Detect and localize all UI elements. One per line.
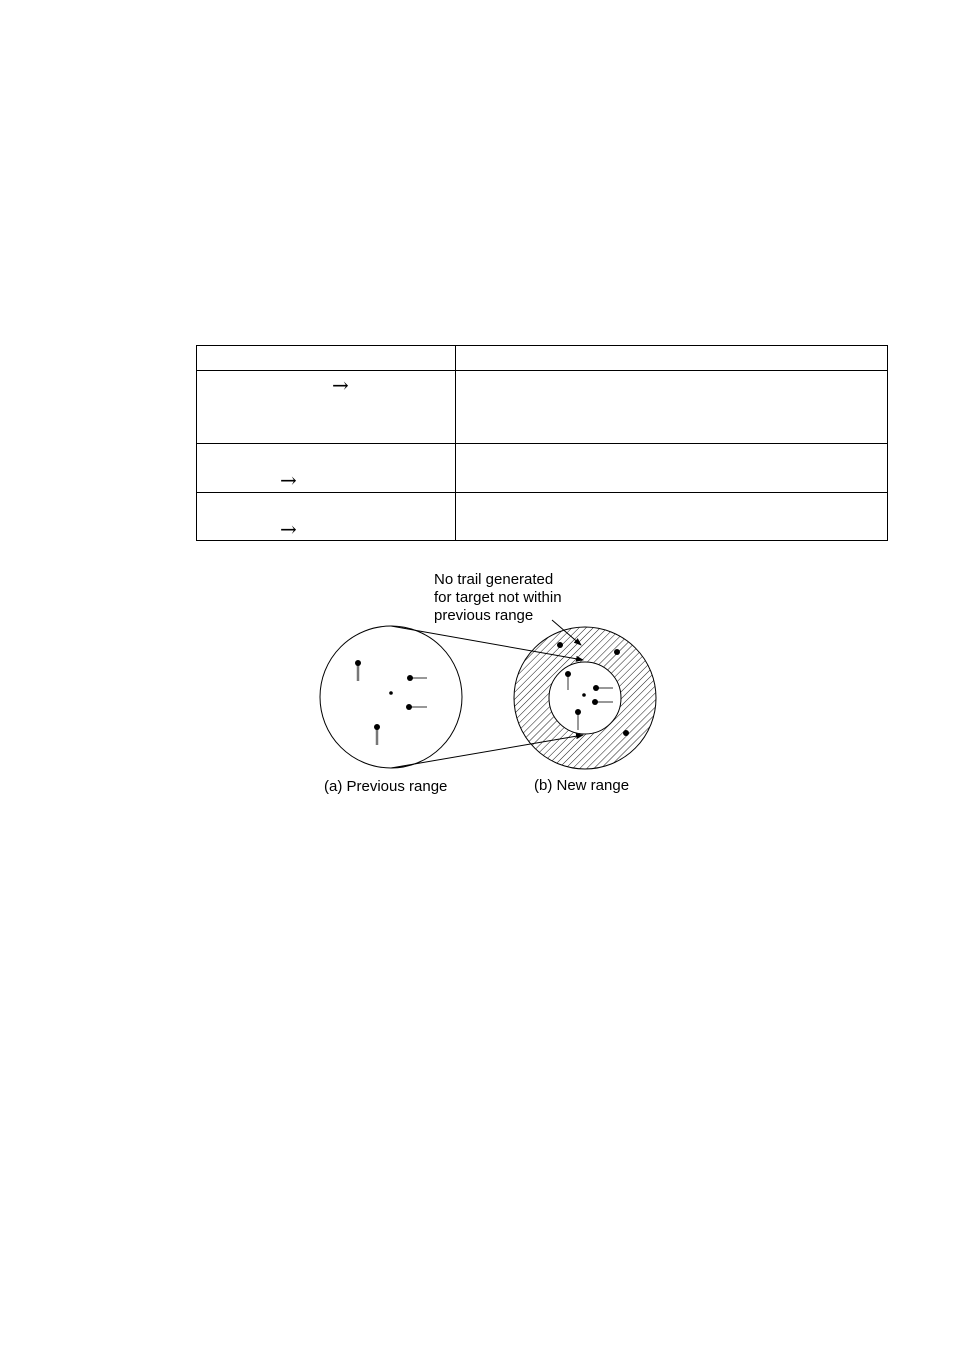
target-dot-no-trail	[557, 642, 563, 648]
table-row	[197, 371, 888, 444]
table-cell-left	[197, 371, 456, 444]
caption-previous-range: (a) Previous range	[324, 778, 448, 795]
target-dot-no-trail	[623, 730, 629, 736]
new-range-scope	[514, 627, 656, 769]
target-dot	[575, 709, 581, 715]
caption-new-range: (b) New range	[534, 777, 630, 794]
own-ship-center	[582, 693, 586, 697]
target-dot	[565, 671, 571, 677]
table-row	[197, 493, 888, 541]
target-dot	[407, 675, 413, 681]
header-cell-left	[197, 346, 456, 371]
table-cell-right	[456, 444, 888, 493]
table-cell-right	[456, 493, 888, 541]
own-ship-center	[389, 691, 393, 695]
range-trail-figure	[300, 560, 680, 810]
annotation-line-2: for target not within	[434, 589, 562, 606]
target-dot	[374, 724, 380, 730]
arrow-symbol: →	[280, 517, 297, 541]
target-dot	[355, 660, 361, 666]
table-header-row	[197, 346, 888, 371]
range-change-table	[196, 345, 888, 541]
annotation-line-1: No trail generated	[434, 571, 554, 588]
table-row	[197, 444, 888, 493]
header-cell-right	[456, 346, 888, 371]
target-dot	[593, 685, 599, 691]
table-cell-left	[197, 493, 456, 541]
table-cell-left	[197, 444, 456, 493]
target-dot	[592, 699, 598, 705]
table-cell-right	[456, 371, 888, 444]
annotation-line-3: previous range	[434, 607, 534, 624]
previous-range-scope	[320, 626, 462, 768]
previous-range-circle	[320, 626, 462, 768]
arrow-symbol: →	[280, 468, 297, 492]
target-dot-no-trail	[614, 649, 620, 655]
arrow-symbol: →	[332, 373, 349, 397]
target-dot	[406, 704, 412, 710]
new-range-inner-circle	[549, 662, 621, 734]
